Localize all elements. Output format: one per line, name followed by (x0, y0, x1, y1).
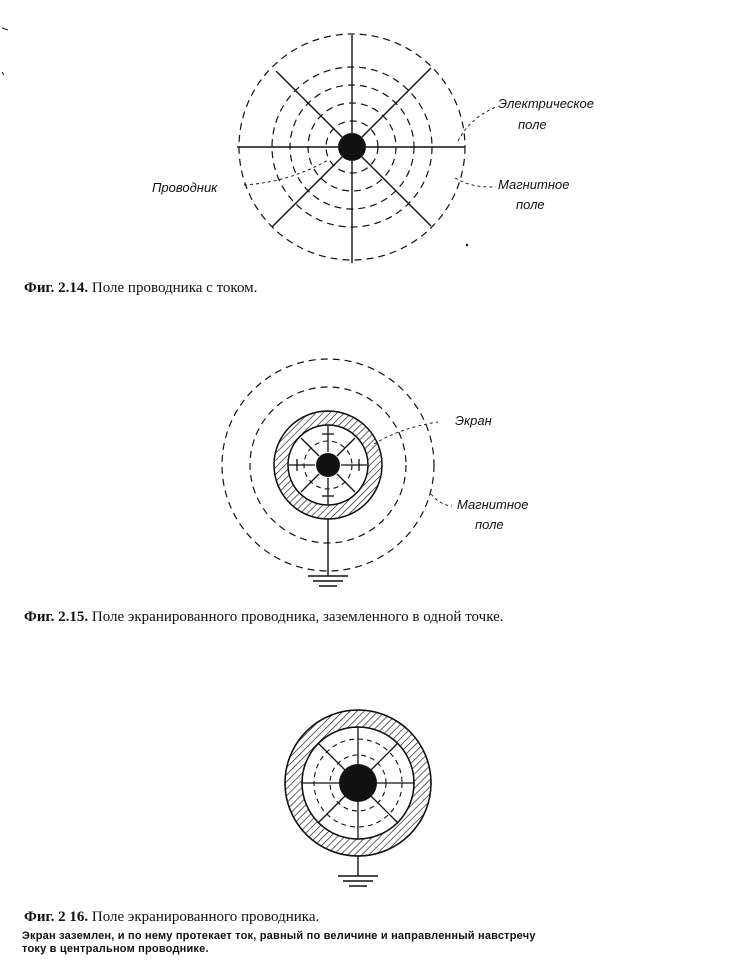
ground-symbol (308, 519, 348, 586)
electric-field-label-line1: Электрическое (498, 96, 594, 111)
figure-2-16-caption-note-line2: току в центральном проводнике. (22, 943, 209, 955)
conductor-core (316, 453, 340, 477)
magnetic-field-label-line2: поле (475, 517, 504, 532)
conductor-core (339, 764, 377, 802)
figure-2-16-caption-note-line1: Экран заземлен, и по нему протекает ток, равный по величине и направленный навстречу (22, 930, 536, 942)
figure-2-16-drawing (285, 710, 431, 886)
electric-field-label-line2: поле (518, 117, 547, 132)
magnetic-field-label-line1: Магнитное (498, 177, 570, 192)
figure-2-15-caption (24, 610, 504, 625)
figure-2-14-caption (24, 281, 257, 296)
figure-2-16-caption (24, 910, 319, 925)
conductor-core (338, 133, 366, 161)
figure-2-15-drawing (222, 359, 528, 586)
figure-2-14-caption-number: Фиг. 2.14. (24, 280, 89, 296)
figure-2-15-caption-text: Поле экранированного проводника, заземленного в одной точке. (91, 609, 504, 625)
figure-2-16-caption-text: Поле экранированного проводника. (91, 909, 320, 925)
conductor-label: Проводник (152, 180, 218, 195)
shield-label: Экран (455, 413, 492, 428)
figure-2-15-caption-number: Фиг. 2.15. (24, 609, 89, 625)
magnetic-field-label-line2: поле (516, 197, 545, 212)
ground-symbol (338, 856, 378, 886)
scan-marks (2, 28, 8, 75)
figure-2-14-caption-text: Поле проводника с током. (91, 280, 258, 296)
figure-2-16-caption-number: Фиг. 2 16. (24, 909, 89, 925)
figure-2-14-drawing (152, 34, 594, 263)
leader-lines (374, 422, 452, 506)
magnetic-field-label-line1: Магнитное (457, 497, 529, 512)
